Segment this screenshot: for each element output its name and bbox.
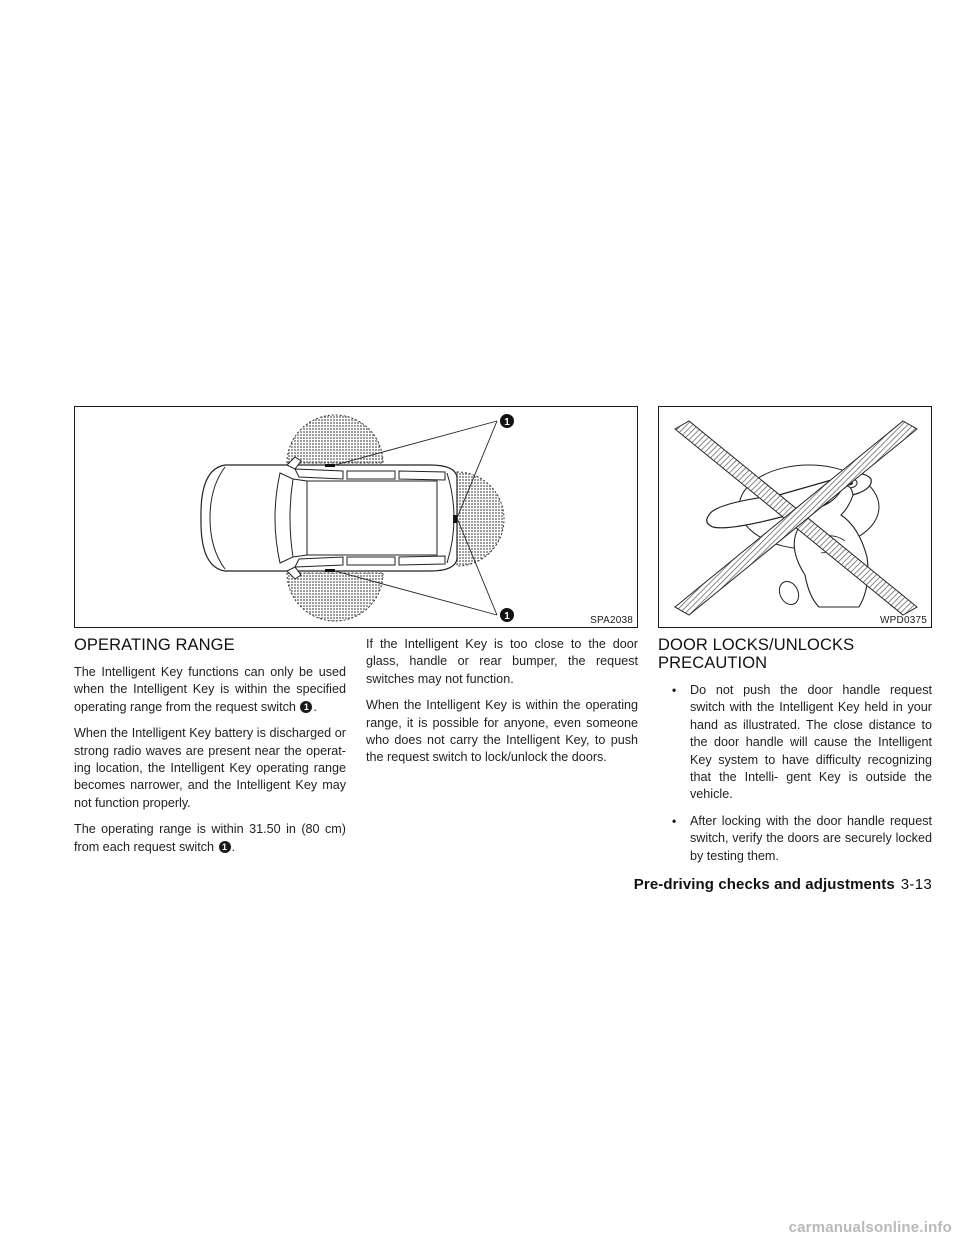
callout-1-bottom-label: 1	[504, 611, 510, 622]
door-handle-illustration	[659, 407, 932, 628]
car-top-view-illustration	[75, 407, 638, 628]
intelligent-key-fob	[776, 578, 802, 607]
door-locks-heading	[658, 636, 932, 672]
page-footer	[634, 876, 932, 893]
precaution-list	[658, 682, 932, 865]
operating-range-paragraph-2: When the Intelligent Key battery is discharged or strong radio waves are present near the operat- ing location, the Intelligent Key operating range becomes narrower, and the Intelligent Key may not function properly.	[74, 726, 346, 810]
precaution-item	[672, 682, 932, 804]
page-number: 3-13	[900, 876, 932, 893]
operating-range-column-2	[366, 636, 638, 776]
operating-range-p1-end: .	[313, 699, 317, 714]
callout-1-top	[500, 414, 514, 428]
callout-1-top-label: 1	[504, 417, 510, 428]
operating-range-p3-end: .	[231, 839, 235, 854]
precaution-item-text: Do not push the door handle request switch with the Intelligent Key held in your hand as illustrated. The close distance to the door handle will cause the Intelligent Key system to have difficulty recognizing that the Intelli- gent Key is outside the vehicle.	[690, 683, 932, 802]
operating-range-paragraph-4: If the Intelligent Key is too close to the door glass, handle or rear bumper, the request switches may not function.	[366, 637, 638, 686]
operating-range-paragraph-1	[74, 664, 346, 716]
door-locks-column	[658, 636, 932, 874]
operating-range-heading: OPERATING RANGE	[74, 636, 235, 654]
footer-section-title: Pre-driving checks and adjustments	[633, 876, 895, 893]
callout-1-bottom	[500, 608, 514, 622]
operating-range-paragraph-5: When the Intelligent Key is within the operating range, it is possible for anyone, even someone who does not carry the Intelligent Key, to push the request switch to lock/unlock the doors.	[366, 698, 638, 765]
operating-range-paragraph-3	[74, 821, 346, 856]
range-zone-back-door	[457, 472, 504, 566]
operating-range-p3-text: The operating range is within 31.50 in (80 cm) from each request switch	[74, 822, 346, 854]
figure-door-handle-precaution	[658, 406, 932, 628]
operating-range-column-1	[74, 636, 346, 865]
watermark: carmanualsonline.info	[788, 1219, 952, 1236]
figure-operating-range	[74, 406, 638, 628]
door-locks-heading-line-1: DOOR LOCKS/UNLOCKS	[658, 636, 855, 654]
bullet-icon: •	[672, 813, 677, 828]
operating-range-p1-text: The Intelligent Key functions can only be used when the Intelligent Key is within the specified operating range from the request switch	[74, 665, 346, 714]
precaution-item	[672, 813, 932, 865]
circled-number-1: 1	[300, 701, 312, 713]
door-locks-heading-line-2: PRECAUTION	[658, 654, 768, 672]
precaution-item-text: After locking with the door handle request switch, verify the doors are securely locked by testing them.	[690, 813, 932, 863]
figure-code-spa2038: SPA2038	[590, 615, 633, 626]
request-switch-front	[325, 464, 335, 467]
request-switch-rear	[325, 569, 335, 572]
bullet-icon: •	[672, 683, 677, 697]
figure-code-wpd0375: WPD0375	[880, 615, 927, 626]
circled-number-1: 1	[219, 841, 231, 853]
